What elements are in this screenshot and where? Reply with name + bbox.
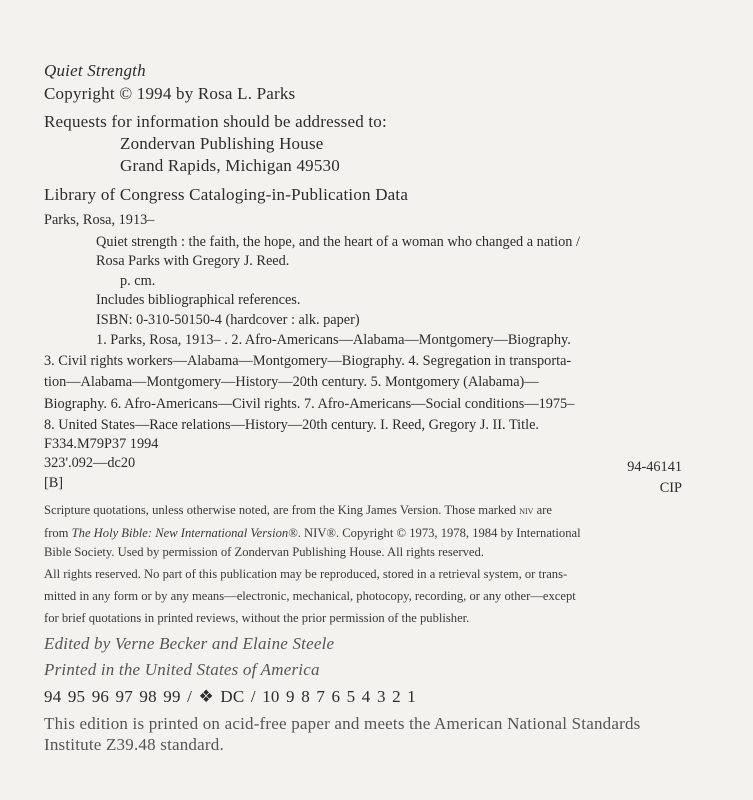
scripture-text: from [44, 526, 72, 540]
cip-subject-line: 8. United States—Race relations—History—20th century. I. Reed, Gregory J. II. Title. [44, 417, 540, 433]
cip-call-number: F334.M79P37 1994 [44, 436, 159, 452]
publisher-name: Zondervan Publishing House [120, 134, 324, 153]
copyright-notice: Copyright © 1994 by Rosa L. Parks [44, 84, 296, 103]
cip-b-code: [B] [44, 475, 64, 491]
cip-title-2: Rosa Parks with Gregory J. Reed. [96, 253, 290, 269]
cip-subject-line: 1. Parks, Rosa, 1913– . 2. Afro-Americans—Alabama—Montgomery—Biography. [96, 332, 571, 348]
acid-free-line-2: Institute Z39.48 standard. [44, 735, 224, 754]
niv-abbrev: niv [519, 505, 534, 517]
printed-in: Printed in the United States of America [44, 660, 320, 679]
scripture-line-2 [44, 527, 581, 540]
cip-isbn: ISBN: 0-310-50150-4 (hardcover : alk. paper) [96, 312, 360, 328]
scripture-text: . NIV®. Copyright © 1973, 1978, 1984 by International [297, 526, 581, 540]
scripture-text: Scripture quotations, unless otherwise noted, are from the King James Version. Those marked [44, 503, 520, 517]
cip-subject-line: 3. Civil rights workers—Alabama—Montgomery—Biography. 4. Segregation in transporta- [44, 353, 572, 369]
scripture-line-3: Bible Society. Used by permission of Zondervan Publishing House. All rights reserved. [44, 545, 484, 559]
edited-by: Edited by Verne Becker and Elaine Steele [44, 634, 335, 653]
rights-line: for brief quotations in printed reviews, without the prior permission of the publisher. [44, 611, 470, 625]
rights-line: All rights reserved. No part of this publication may be reproduced, stored in a retrieval system, or trans- [44, 567, 568, 581]
cip-title-1: Quiet strength : the faith, the hope, and the heart of a woman who changed a nation / [96, 234, 580, 250]
cip-label: CIP [659, 480, 682, 496]
cip-lccn: 94-46141 [627, 459, 682, 475]
cip-subject-line: tion—Alabama—Montgomery—History—20th century. 5. Montgomery (Alabama)— [44, 374, 539, 390]
printing-line: 94 95 96 97 98 99 / ❖ DC / 10 9 8 7 6 5 4 3 2 1 [44, 687, 416, 706]
rights-line: mitted in any form or by any means—electronic, mechanical, photocopy, recording, or any other—except [44, 589, 576, 603]
bible-title: The Holy Bible: New International Version® [71, 526, 298, 540]
requests-intro: Requests for information should be addressed to: [44, 112, 387, 131]
acid-free-line-1: This edition is printed on acid-free paper and meets the American National Standards [44, 714, 641, 733]
book-title: Quiet Strength [44, 61, 146, 80]
cip-pcm: p. cm. [120, 273, 156, 289]
cip-author: Parks, Rosa, 1913– [44, 212, 155, 228]
cip-dewey: 323'.092—dc20 [44, 455, 136, 471]
scripture-text: are [533, 503, 552, 517]
cip-subject-line: Biography. 6. Afro-Americans—Civil rights. 7. Afro-Americans—Social conditions—1975– [44, 396, 575, 412]
cip-heading: Library of Congress Cataloging-in-Publication Data [44, 185, 409, 204]
scripture-line-1 [44, 504, 552, 517]
cip-bibliography: Includes bibliographical references. [96, 292, 301, 308]
publisher-address: Grand Rapids, Michigan 49530 [120, 156, 340, 175]
